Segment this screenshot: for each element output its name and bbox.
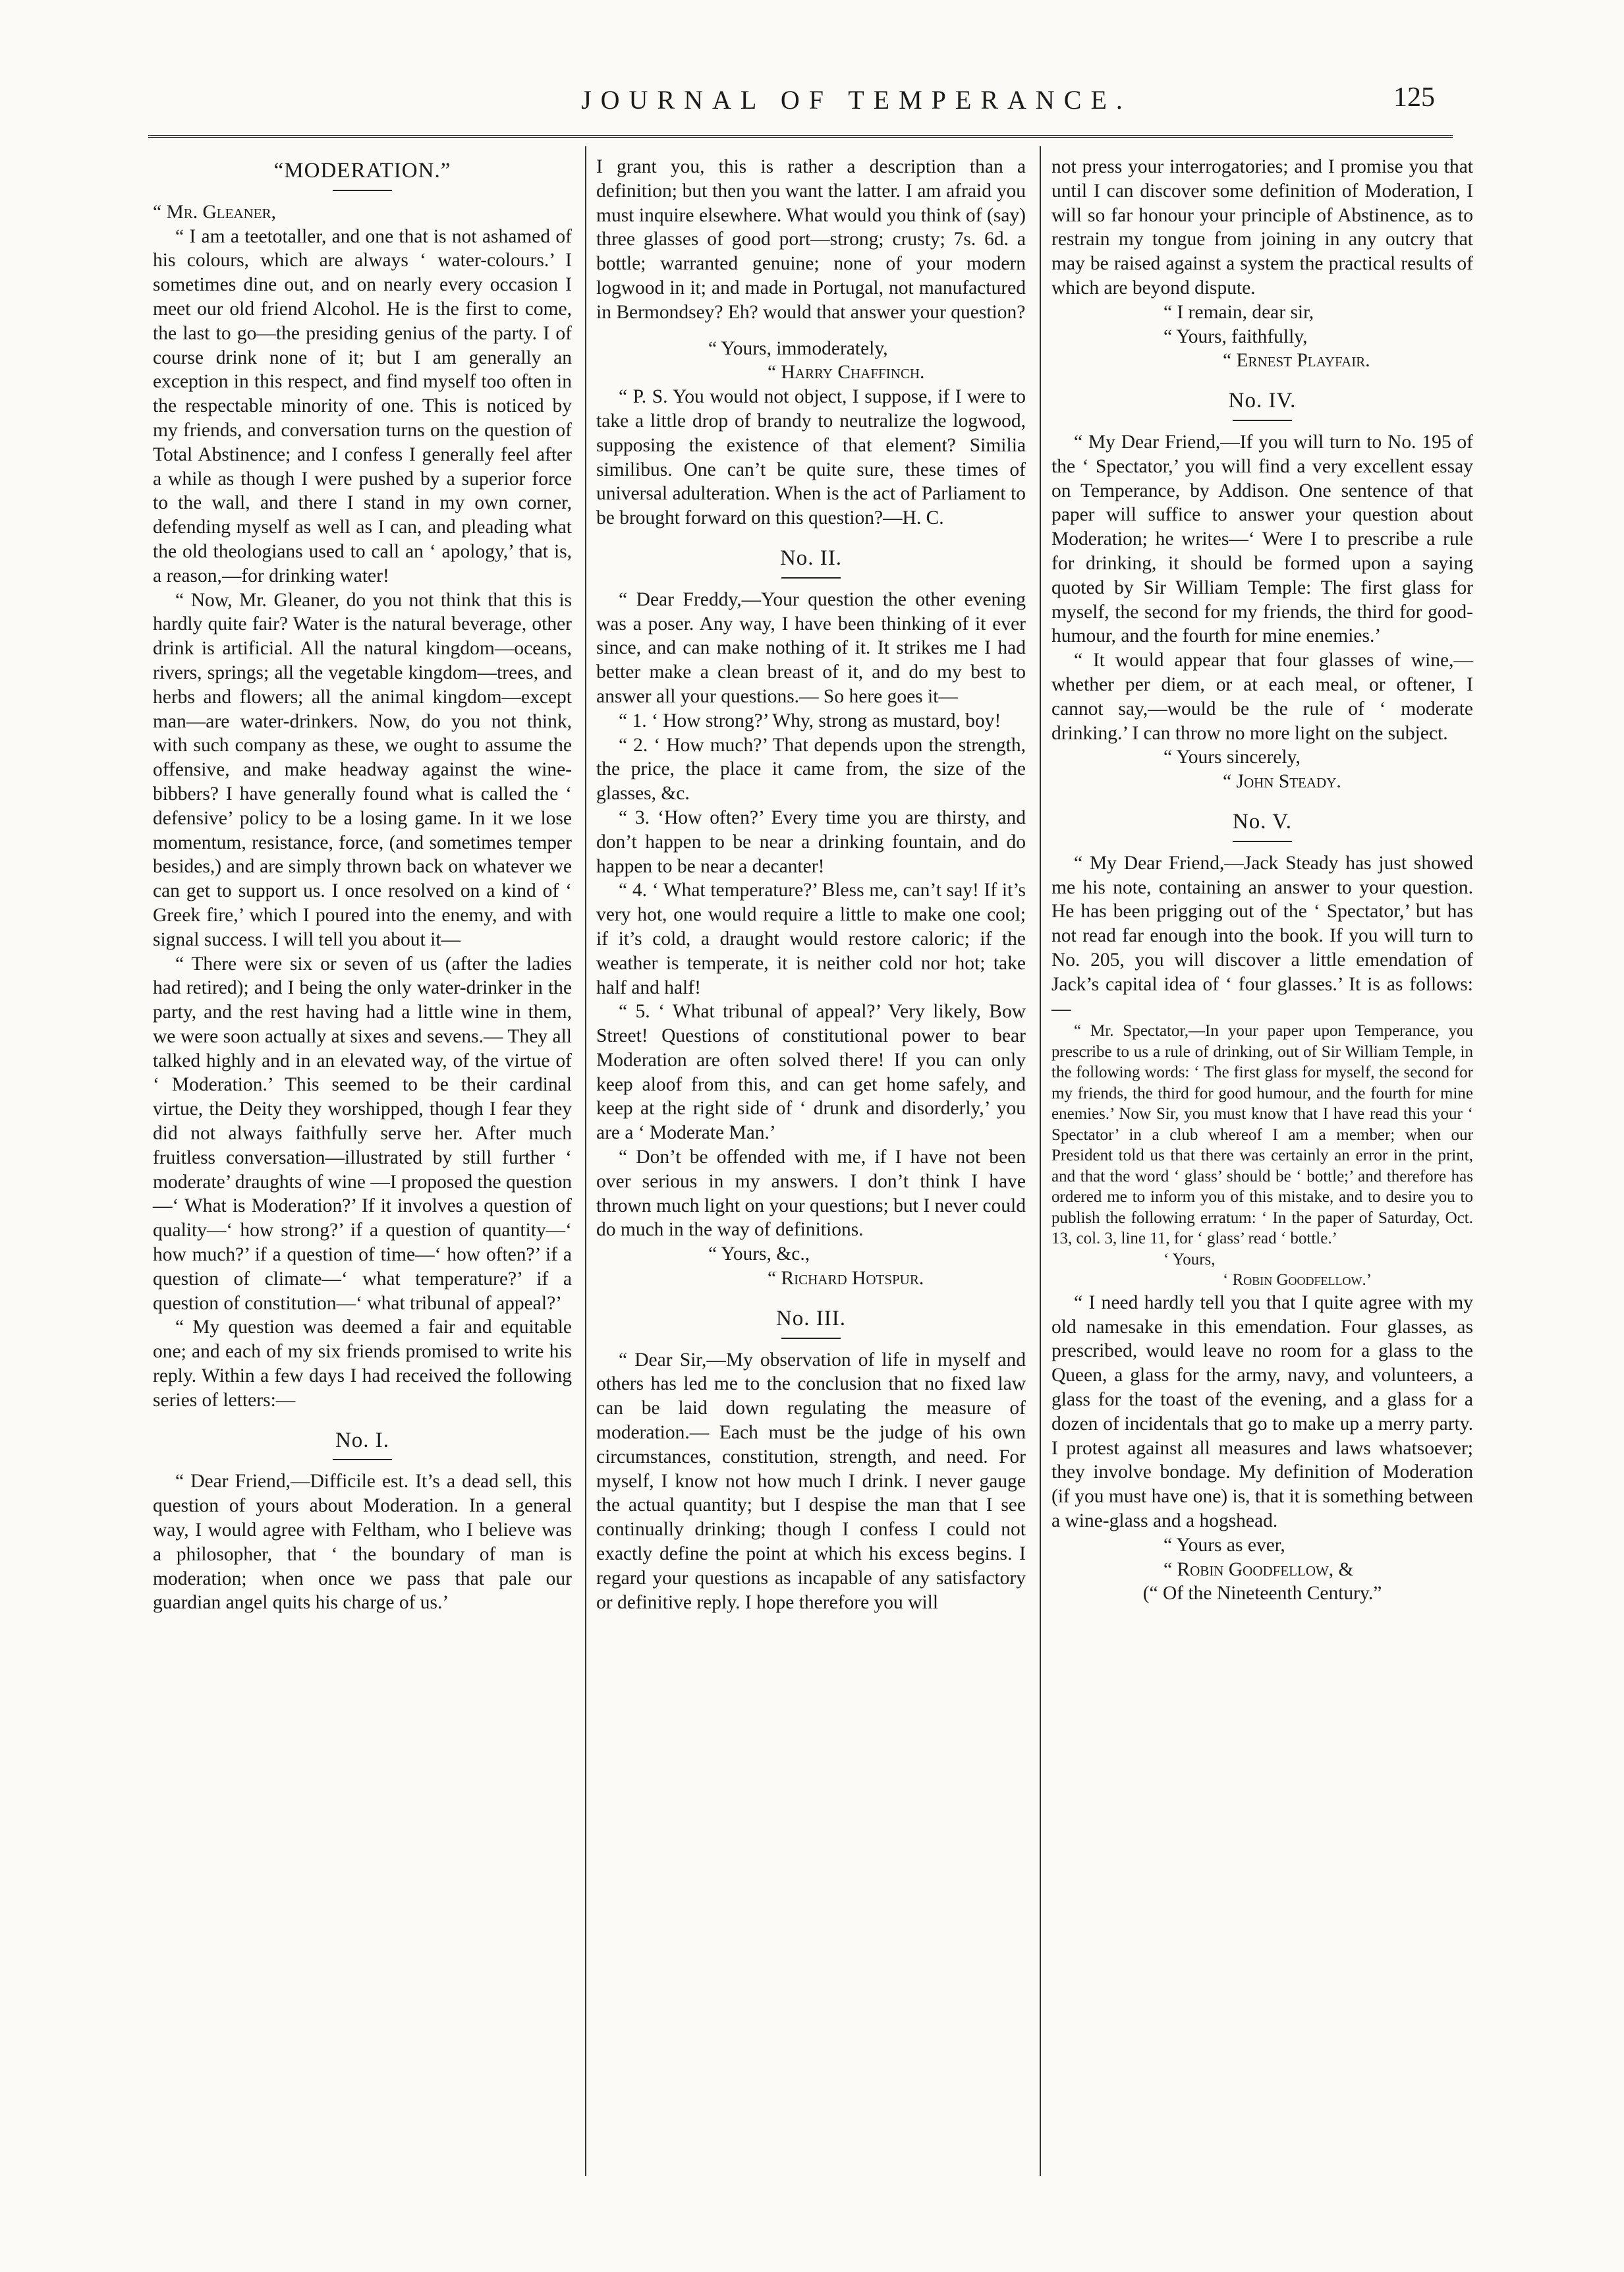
spectator-quotation: “ Mr. Spectator,—In your paper upon Temperance, you prescribe to us a rule of drinking, out of Sir William Temple, in the following words: ‘ The first glass for myself, the second for my friends, the third for good humour, and the fourth for mine enemies.’ Now Sir, you must know that I have read this your ‘ Spectator’ in a club whereof I am a member; when our President told us that there was certainly an error in the print, and that the word ‘ glass’ should be ‘ bottle;’ and therefore has ordered me to inform you of this mistake, and to desire you to publish the following erratum: ‘ In the paper of Saturday, Oct. 13, col. 3, line 11, for ‘ glass’ read ‘ bottle.’	[1051, 1022, 1473, 1248]
letter-no3-signoff-2: “ Yours, faithfully,	[1163, 326, 1308, 347]
letter-no2-paragraph: “ Don’t be offended with me, if I have not been over serious in my answers. I don’t think I have thrown much light on your questions; but I never could do much in the way of definitions.	[596, 1147, 1026, 1241]
letter-no2-paragraph: “ 4. ‘ What temperature?’ Bless me, can’t say! If it’s very hot, one would require a little to make one cool; if it’s cold, a draught would restore caloric; if the weather is temperate, it is neither cold nor hot; take half and half!	[596, 880, 1026, 998]
col1-paragraph: “ My question was deemed a fair and equitable one; and each of my six friends promised to write his reply. Within a few days I had received the following series of letters:—	[153, 1317, 572, 1411]
letter-no3-name: “ Ernest Playfair.	[1223, 350, 1370, 372]
letter-no2-name: “ Richard Hotspur.	[768, 1268, 924, 1290]
letter-rule	[1233, 841, 1292, 842]
letter-no2-paragraph: “ 1. ‘ How strong?’ Why, strong as mustard, boy!	[619, 710, 1001, 731]
letter-no5-name: “ Robin Goodfellow, &	[1163, 1558, 1354, 1580]
col3-paragraph: not press your interrogatories; and I promise you that until I can discover some definition of Moderation, I will so far honour your principle of Abstinence, as to restrain my tongue from joining in any outcry that may be raised against a system the practical results of which are beyond dispute.	[1051, 156, 1473, 298]
page-number: 125	[1393, 82, 1435, 113]
letter-no5-signoff: “ Yours as ever,	[1163, 1534, 1285, 1556]
letter-no1-signoff: “ Yours, immoderately,	[708, 337, 888, 359]
col2-paragraph: I grant you, this is rather a description than a definition; but then you want the latter. I am afraid you must inquire elsewhere. What would you think of (say) three glasses of good port—strong; crusty; 7s. 6d. a bottle; warranted genuine; none of your modern logwood in it; and made in Portugal, not manufactured in Bermondsey? Eh? would that answer your question?	[596, 156, 1026, 323]
column-divider-1	[585, 146, 586, 2176]
letter-no5-paragraph: “ I need hardly tell you that I quite agree with my old namesake in this emendation. Four glasses, as prescribed, would leave no room for a glass to the Queen, a glass for the army, navy, and volunteers, a glass for the toast of the evening, and a glass for a dozen of incidentals that go to make up a merry party. I protest against all measures and laws whatsoever; they involve bondage. My definition of Moderation (if you must have one) is, that it is something between a wine-glass and a hogshead.	[1051, 1292, 1473, 1531]
letter-no2-signoff: “ Yours, &c.,	[708, 1243, 810, 1265]
column-2	[596, 155, 1026, 1614]
letter-heading-no2: No. II.	[779, 546, 843, 570]
salutation: “ Mr. Gleaner,	[153, 201, 276, 223]
header-rule	[148, 135, 1453, 138]
col1-paragraph: “ Now, Mr. Gleaner, do you not think that this is hardly quite fair? Water is the natural beverage, other drink is artificial. All the natural kingdom—oceans, rivers, springs; all the vegetable kingdom—trees, and herbs and flowers; all the animal kingdom—except man—are water-drinkers. Now, do you not think, with such company as these, we ought to assume the offensive, and make headway against the wine-bibbers? I have generally found what is called the ‘ defensive’ policy to be a losing game. In it we lose momentum, resistance, force, (and sometimes temper besides,) and are simply thrown back on whatever we can get to support us. I once resolved on a kind of ‘ Greek fire,’ which I poured into the enemy, and with signal success. I will tell you about it—	[153, 589, 572, 950]
col1-paragraph: “ I am a teetotaller, and one that is not ashamed of his colours, which are always ‘ water-colours.’ I sometimes dine out, and on nearly every occasion I meet our old friend Alcohol. He is the first to come, the last to go—the presiding genius of the party. I of course drink none of it; but I am generally an exception in this respect, and find myself too often in the respectable minority of one. This is noticed by my friends, and conversation turns on the question of Total Abstinence; and I confess I generally feel after a while as though I were pushed by a superior force to the wall, and there I stand in my own corner, defending myself as well as I can, and pleading what the old theologians used to call an ‘ apology,’ that is, a reason,—for drinking water!	[153, 225, 572, 586]
letter-no1-name: “ Harry Chaffinch.	[768, 362, 925, 383]
letter-heading-no1: No. I.	[335, 1428, 390, 1452]
letter-no3-text: “ Dear Sir,—My observation of life in myself and others has led me to the conclusion that no fixed law can be laid down regulating the measure of moderation.— Each must be the judge of his own circumstances, constitution, strength, and need. For myself, I know not how much I drink. I never gauge the actual quantity; but I despise the man that I see continually drinking; though I confess I could not exactly define the point at which his excess begins. I regard your questions as incapable of any satisfactory or definitive reply. I hope therefore you will	[596, 1349, 1026, 1613]
running-title: JOURNAL OF TEMPERANCE.	[581, 85, 1132, 115]
letter-no3-signoff-1: “ I remain, dear sir,	[1163, 301, 1314, 323]
letter-rule	[781, 1338, 841, 1339]
letter-no2-paragraph: “ 5. ‘ What tribunal of appeal?’ Very likely, Bow Street! Questions of constitutional power to bear Moderation are often solved there! If you can only keep aloof from this, and can get home safely, and keep at the right side of ‘ drunk and disorderly,’ you are a ‘ Moderate Man.’	[596, 1001, 1026, 1144]
letter-no1-text: “ Dear Friend,—Difficile est. It’s a dead sell, this question of yours about Moderation. In a general way, I would agree with Feltham, who I believe was a philosopher, that ‘ the boundary of man is moderation; when once we pass that pale our guardian angel quits his charge of us.’	[153, 1471, 572, 1614]
letter-heading-no4: No. IV.	[1228, 389, 1297, 413]
letter-heading-no5: No. V.	[1232, 809, 1293, 834]
letter-rule	[781, 577, 841, 579]
title-rule	[333, 190, 392, 191]
letter-no5-paragraph: “ My Dear Friend,—Jack Steady has just showed me his note, containing an answer to your question. He has been prigging out of the ‘ Spectator,’ but has not read far enough into the book. If you will turn to No. 205, you will discover a little emendation of Jack’s capital idea of ‘ four glasses.’ It is as follows:—	[1051, 852, 1473, 1019]
letter-no4-paragraph: “ My Dear Friend,—If you will turn to No. 195 of the ‘ Spectator,’ you will find a very excellent essay on Temperance, by Addison. One sentence of that paper will suffice to answer your question about Moderation; he writes—‘ Were I to prescribe a rule for drinking, it should be formed upon a saying quoted by Sir William Temple: The first glass for myself, the second for my friends, the third for good-humour, and the fourth for mine enemies.’	[1051, 431, 1473, 647]
column-divider-2	[1040, 146, 1041, 2176]
letter-no2-paragraph: “ Dear Freddy,—Your question the other evening was a poser. Any way, I have been thinking of it ever since, and can make nothing of it. It strikes me I had better make a clean breast of it, and do my best to answer all your questions.— So here goes it—	[596, 588, 1026, 707]
column-3	[1051, 155, 1473, 1606]
letter-no2-paragraph: “ 3. ‘How often?’ Every time you are thirsty, and don’t happen to be near a drinking fountain, and do happen to be near a decanter!	[596, 807, 1026, 877]
quotation-name: ‘ Robin Goodfellow.’	[1223, 1271, 1372, 1290]
letter-heading-no3: No. III.	[775, 1306, 847, 1330]
letter-rule	[1233, 420, 1292, 421]
letter-no2-paragraph: “ 2. ‘ How much?’ That depends upon the strength, the price, the place it came from, the size of the glasses, &c.	[596, 734, 1026, 805]
letter-no5-source: (“ Of the Nineteenth Century.”	[1142, 1583, 1382, 1605]
column-1	[153, 155, 572, 1615]
letter-no4-paragraph: “ It would appear that four glasses of wine,—whether per diem, or at each meal, or oftener, I cannot say,—would be the rule of ‘ moderate drinking.’ I can throw no more light on the subject.	[1051, 650, 1473, 744]
col1-paragraph: “ There were six or seven of us (after the ladies had retired); and I being the only water-drinker in the party, and the rest having had a little wine in them, we were soon actually at sixes and sevens.— They all talked highly and in an elevated way, of the virtue of ‘ Moderation.’ This seemed to be their cardinal virtue, the Deity they worshipped, though I fear they did not always faithfully serve her. After much fruitless conversation—illustrated by still further ‘ moderate’ draughts of wine —I proposed the question—‘ What is Moderation?’ If it involves a question of quality—‘ how strong?’ if a question of quantity—‘ how much?’ if a question of time—‘ how often?’ if a question of climate—‘ what temperature?’ if a question of constitution—‘ what tribunal of appeal?’	[153, 953, 572, 1314]
letter-no1-postscript: “ P. S. You would not object, I suppose, if I were to take a little drop of brandy to neutralize the logwood, supposing the existence of that element? Similia similibus. One can’t be quite sure, these times of universal adulteration. When is the act of Parliament to be brought forward on this question?—H. C.	[596, 386, 1026, 529]
letter-rule	[333, 1459, 392, 1460]
letter-no4-signoff: “ Yours sincerely,	[1163, 747, 1301, 768]
quotation-signoff: ‘ Yours,	[1163, 1250, 1216, 1268]
letter-no4-name: “ John Steady.	[1223, 771, 1341, 793]
article-title: “MODERATION.”	[273, 159, 451, 183]
